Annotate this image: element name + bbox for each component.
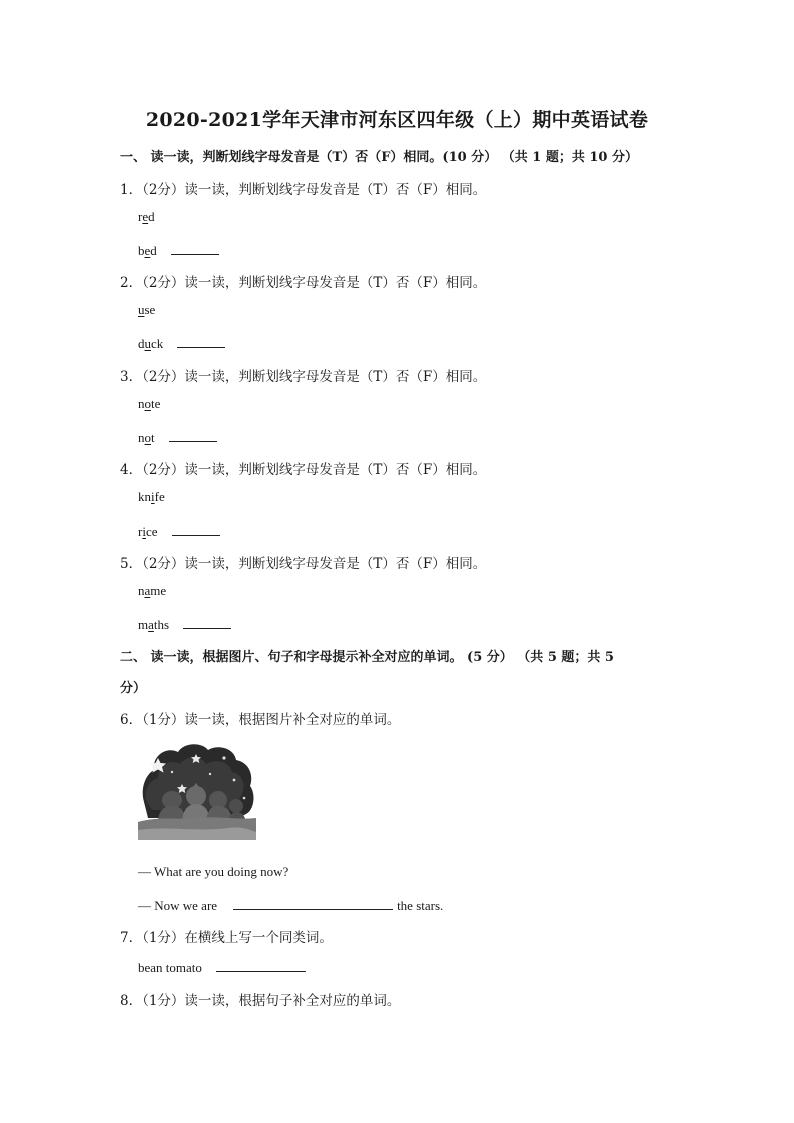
- answer-blank-7[interactable]: [216, 957, 306, 972]
- night-sky-children-illustration: [138, 740, 256, 840]
- stargazing-picture: [138, 740, 256, 840]
- section-heading-2-cont: 分）: [120, 681, 147, 696]
- question-stem-7: 7．（1分）在横线上写一个同类词。: [120, 930, 333, 946]
- page-title: 2020-2021学年天津市河东区四年级（上）期中英语试卷: [145, 109, 649, 131]
- question-stem-4: 4．（2分）读一读，判断划线字母发音是（T）否（F）相同。: [120, 462, 487, 478]
- question-stem-2: 2．（2分）读一读，判断划线字母发音是（T）否（F）相同。: [120, 275, 487, 291]
- question-stem-5: 5．（2分）读一读，判断划线字母发音是（T）否（F）相同。: [120, 556, 487, 572]
- question-stem-1: 1．（2分）读一读，判断划线字母发音是（T）否（F）相同。: [120, 182, 487, 198]
- answer-blank-2[interactable]: [177, 333, 225, 348]
- answer-blank-4[interactable]: [172, 521, 220, 536]
- word-3b: not: [138, 427, 217, 446]
- word-1b: bed: [138, 240, 219, 259]
- answer-blank-1[interactable]: [171, 240, 219, 255]
- answer-blank-5[interactable]: [183, 614, 231, 629]
- word-2a: use: [138, 302, 156, 317]
- question-stem-8: 8．（1分）读一读，根据句子补全对应的单词。: [120, 993, 401, 1009]
- word-5b: maths: [138, 614, 231, 633]
- word-4b: rice: [138, 521, 220, 540]
- word-2b: duck: [138, 333, 225, 352]
- question-stem-6: 6．（1分）读一读，根据图片补全对应的单词。: [120, 712, 401, 728]
- word-5a: name: [138, 583, 167, 598]
- word-3a: note: [138, 396, 161, 411]
- section-heading-2: 二、 读一读，根据图片、句子和字母提示补全对应的单词。 (5 分） （共 5 题；共 5: [120, 650, 614, 665]
- section-heading-1: 一、 读一读，判断划线字母发音是（T）否（F）相同。(10 分） （共 1 题；共 10 分）: [120, 150, 638, 165]
- answer-blank-3[interactable]: [169, 427, 217, 442]
- dialog-line-2: — Now we are the stars.: [138, 895, 443, 914]
- answer-blank-6[interactable]: [233, 895, 393, 910]
- dialog-line-1: — What are you doing now?: [138, 864, 289, 879]
- q7-words: bean tomato: [138, 957, 306, 976]
- word-1a: red: [138, 209, 155, 224]
- word-4a: knife: [138, 489, 165, 504]
- question-stem-3: 3．（2分）读一读，判断划线字母发音是（T）否（F）相同。: [120, 369, 487, 385]
